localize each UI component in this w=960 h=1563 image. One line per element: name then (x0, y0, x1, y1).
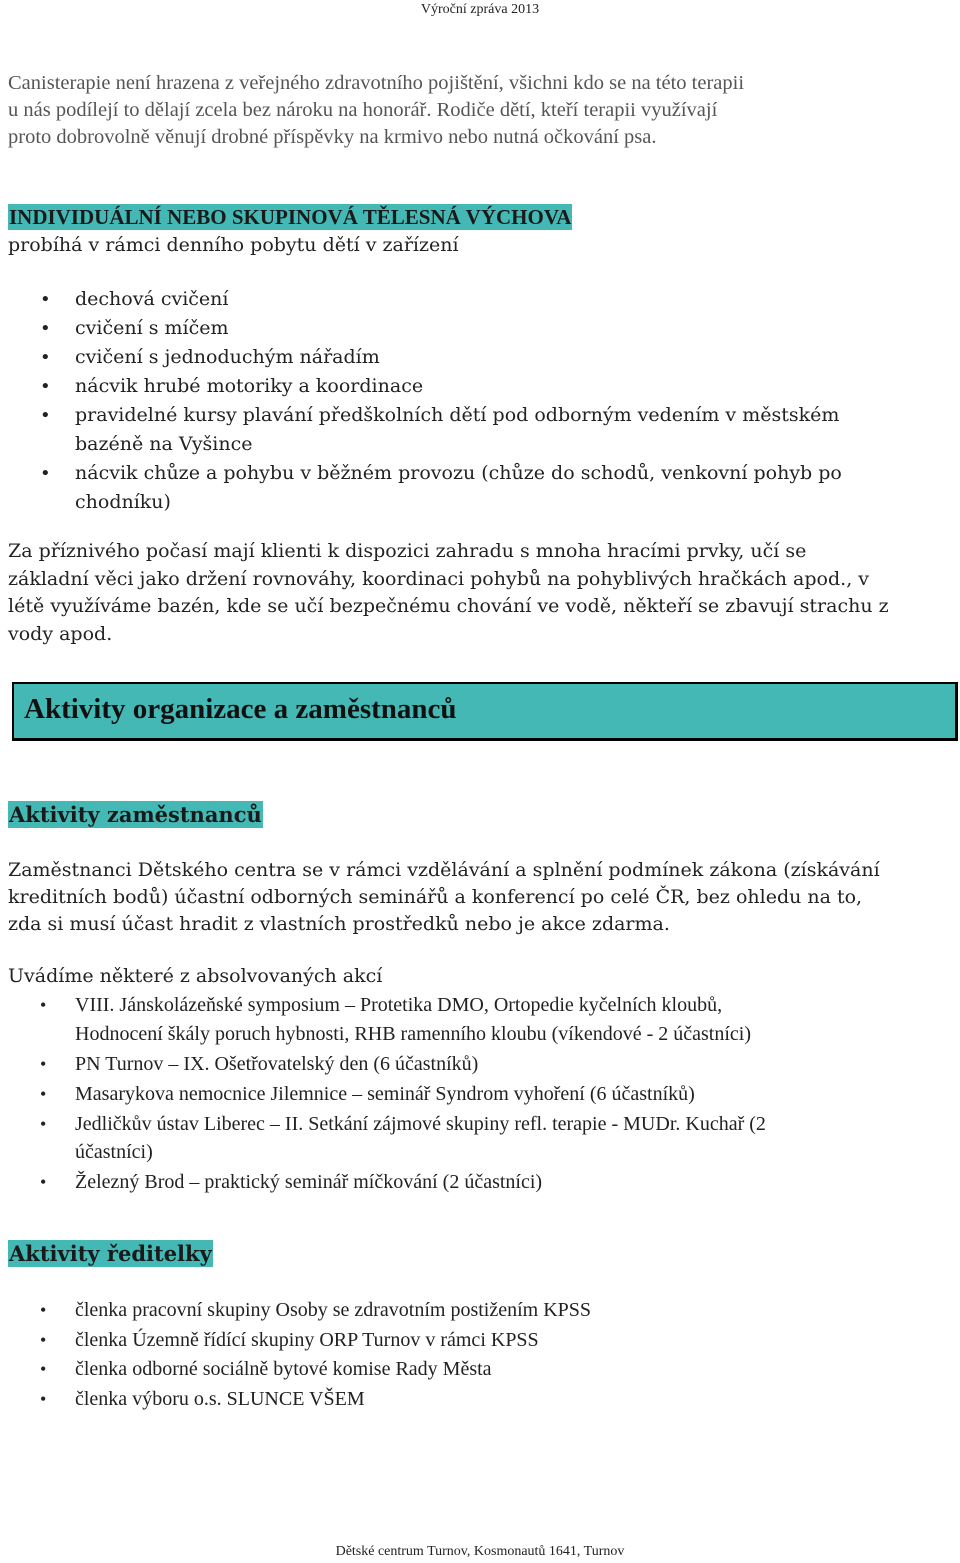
list-item: • nácvik chůze a pohybu v běžném provozu (chůze do schodů, venkovní pohyb po chodníku) (8, 459, 958, 517)
list-item: • členka odborné sociálně bytové komise Rady Města (8, 1355, 958, 1385)
employees-heading: Aktivity zaměstnanců (9, 802, 262, 827)
list-item: • členka Územně řídící skupiny ORP Turnov v rámci KPSS (8, 1326, 958, 1356)
events-lead: Uvádíme některé z absolvovaných akcí (8, 965, 383, 987)
pe-heading: INDIVIDUÁLNÍ NEBO SKUPINOVÁ TĚLESNÁ VÝCHOVA (9, 205, 572, 229)
section-title-box (12, 682, 958, 741)
list-item: • cvičení s míčem (8, 314, 958, 343)
intro-paragraph (8, 70, 958, 151)
list-item: • dechová cvičení (8, 285, 958, 314)
list-item: • nácvik hrubé motoriky a koordinace (8, 372, 958, 401)
director-list (8, 1296, 958, 1414)
page-footer: Dětské centrum Turnov, Kosmonautů 1641, Turnov (335, 1544, 625, 1559)
list-item: • Železný Brod – praktický seminář míčkování (2 účastníci) (8, 1168, 960, 1197)
list-item: • pravidelné kursy plavání předškolních dětí pod odborným vedením v městském bazéně na Vyšince (8, 401, 958, 459)
list-item: • PN Turnov – IX. Ošetřovatelský den (6 účastníků) (8, 1050, 960, 1079)
list-item: • členka pracovní skupiny Osoby se zdravotním postižením KPSS (8, 1296, 958, 1326)
events-list (8, 991, 960, 1198)
list-item: • členka výboru o.s. SLUNCE VŠEM (8, 1385, 958, 1415)
pe-subheading: probíhá v rámci denního pobytu dětí v zařízení (8, 234, 459, 256)
section-title: Aktivity organizace a zaměstnanců (24, 693, 457, 725)
intro-line: proto dobrovolně věnují drobné příspěvky na krmivo nebo nutná očkování psa. (8, 126, 657, 148)
list-item: • Masarykova nemocnice Jilemnice – seminář Syndrom vyhoření (6 účastníků) (8, 1080, 960, 1109)
list-item: • Jedličkův ústav Liberec – II. Setkání zájmové skupiny refl. terapie - MUDr. Kuchař (2 účastníci) (8, 1110, 960, 1167)
garden-paragraph: Za příznivého počasí mají klienti k dispozici zahradu s mnoha hracími prvky, učí se základní věci jako držení rovnováhy, koordinaci pohybů na pohyblivých hračkách apod., v létě využíváme bazén, kde se učí bezpečnému chování ve vodě, někteří se zbavují strachu z vody apod. (8, 540, 889, 645)
employees-heading-row (8, 801, 263, 829)
director-heading: Aktivity ředitelky (9, 1241, 212, 1266)
employees-paragraph: Zaměstnanci Dětského centra se v rámci vzdělávání a splnění podmínek zákona (získávání kreditních bodů) účastní odborných seminářů a konferencí po celé ČR, bez ohledu na to, zda si musí účast hradit z vlastních prostředků nebo je akce zdarma. (8, 859, 880, 935)
page-header: Výroční zpráva 2013 (420, 2, 540, 17)
intro-line: Canisterapie není hrazena z veřejného zdravotního pojištění, všichni kdo se na této terapii (8, 72, 745, 94)
intro-line: u nás podílejí to dělají zcela bez nároku na honorář. Rodiče dětí, kteří terapii využívají (8, 99, 718, 121)
pe-section (8, 203, 958, 259)
list-item: • VIII. Jánskolázeňské symposium – Protetika DMO, Ortopedie kyčelních kloubů, Hodnocení škály poruch hybnosti, RHB ramenního kloubu (víkendové - 2 účastníci) (8, 991, 960, 1048)
pe-activity-list (8, 285, 958, 517)
director-heading-row (8, 1240, 213, 1268)
list-item: • cvičení s jednoduchým nářadím (8, 343, 958, 372)
